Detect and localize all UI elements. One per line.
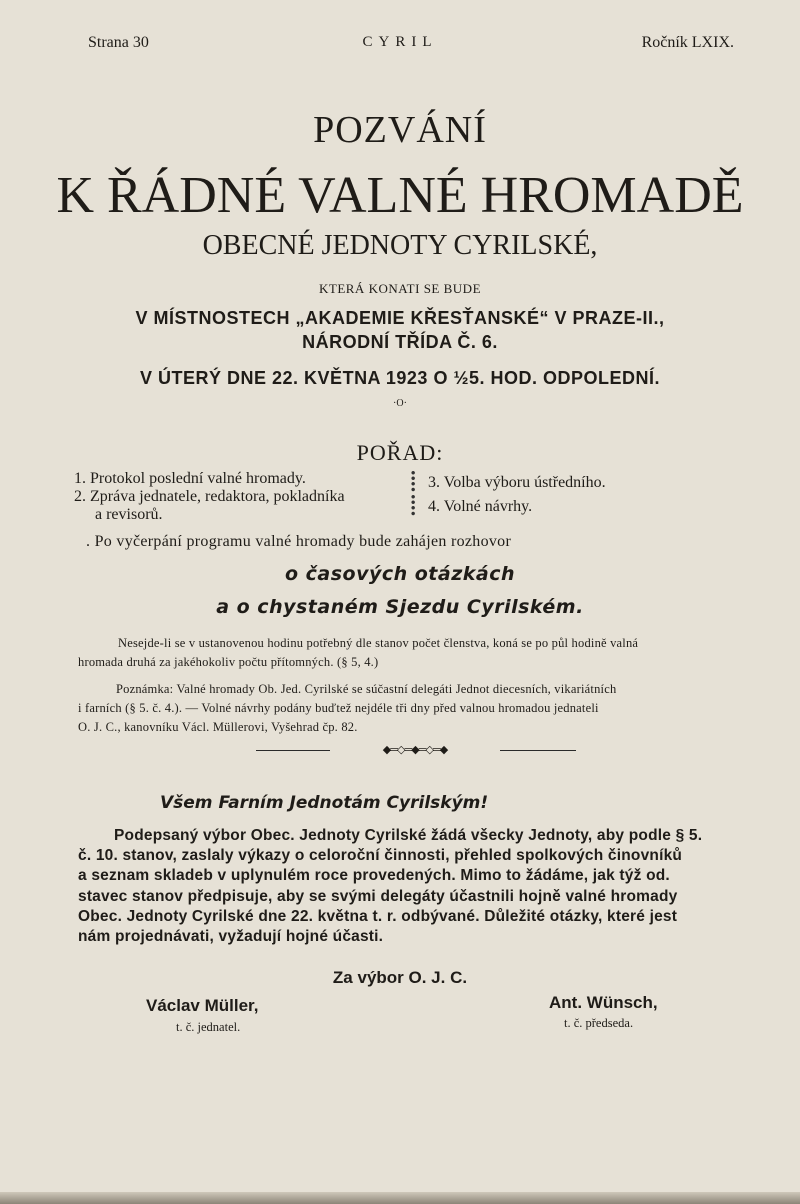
remark-note-line: i farních (§ 5. č. 4.). — Volné návrhy podány buďtež nejdéle tři dny před valnou hromadou jednateli	[78, 701, 599, 715]
signature-heading: Za výbor O. J. C.	[332, 968, 468, 987]
agenda-item-1: 1. Protokol poslední valné hromady.	[74, 470, 306, 487]
quorum-note-line: hromada druhá za jakéhokoliv počtu přítomných. (§ 5, 4.)	[78, 655, 379, 669]
agenda-item-3: 3. Volba výboru ústředního.	[428, 474, 606, 491]
page-edge	[0, 1192, 800, 1204]
meeting-title: K ŘÁDNÉ VALNÉ HROMADĚ	[56, 167, 744, 224]
agenda-item-2-continued: a revisorů.	[95, 506, 163, 523]
appeal-line: č. 10. stanov, zaslaly výkazy o celoroční činnosti, přehled spolkových činovníků	[78, 847, 683, 865]
remark-note-line: Poznámka: Valné hromady Ob. Jed. Cyrilské se súčastní delegáti Jednot diecesních, vikariátních	[116, 682, 617, 696]
ornament: ·O·	[393, 398, 407, 409]
agenda-item-4: 4. Volné návrhy.	[428, 498, 533, 515]
chairman-name: Ant. Wünsch,	[549, 993, 658, 1012]
remark-note	[78, 680, 768, 737]
quorum-note-line: Nesejde-li se v ustanovenou hodinu potřebný dle stanov počet členstva, koná se po půl hodině valná	[118, 636, 639, 650]
discussion-topic-1: o časových otázkách	[284, 563, 516, 585]
meeting-venue: V MÍSTNOSTECH „AKADEMIE KŘESŤANSKÉ“ V PRAZE-II.,	[135, 308, 665, 328]
quorum-note	[78, 634, 758, 672]
discussion-intro: . Po vyčerpání programu valné hromady bude zahájen rozhovor	[86, 533, 512, 550]
appeal-line: Podepsaný výbor Obec. Jednoty Cyrilské žádá všecky Jednoty, aby podle § 5.	[114, 827, 703, 844]
divider-ornament: ◆═◇═◆═◇═◆	[330, 743, 500, 756]
organization-name: OBECNÉ JEDNOTY CYRILSKÉ,	[202, 230, 598, 261]
discussion-topic-2: a o chystaném Sjezdu Cyrilském.	[216, 596, 584, 618]
appeal-line: nám projednávati, vyžadují hojné účasti.	[78, 928, 384, 946]
page-number: Strana 30	[88, 34, 149, 51]
chairman-role: t. č. předseda.	[564, 1016, 634, 1030]
brace-divider: ⁞ ⁞	[409, 465, 418, 522]
agenda-heading: POŘAD:	[356, 440, 444, 465]
meeting-date: V ÚTERÝ DNE 22. KVĚTNA 1923 O ½5. HOD. ODPOLEDNÍ.	[140, 368, 660, 388]
appeal-body	[78, 826, 758, 947]
appeal-heading: Všem Farním Jednotám Cyrilským!	[160, 793, 489, 813]
volume-label: Ročník LXIX.	[641, 34, 734, 51]
meeting-address: NÁRODNÍ TŘÍDA Č. 6.	[302, 332, 498, 352]
secretary-name: Václav Müller,	[146, 996, 259, 1015]
appeal-line: stavec stanov předpisuje, aby se svými delegáty účastnili hojně valné hromady	[78, 887, 678, 905]
appeal-line: a seznam skladeb v uplynulém roce provedených. Mimo to žádáme, jak týž od.	[78, 867, 670, 885]
agenda-right-column	[428, 474, 728, 522]
agenda-item-2: 2. Zpráva jednatele, redaktora, pokladníka	[74, 488, 345, 505]
secretary-role: t. č. jednatel.	[176, 1020, 241, 1034]
meeting-intro: KTERÁ KONATI SE BUDE	[318, 281, 482, 296]
appeal-line: Obec. Jednoty Cyrilské dne 22. května t. r. odbývané. Důležité otázky, které jest	[78, 907, 678, 925]
remark-note-line: O. J. C., kanovníku Václ. Müllerovi, Vyšehrad čp. 82.	[78, 720, 358, 734]
journal-name: CYRIL	[362, 34, 438, 50]
agenda-left-column	[74, 470, 404, 524]
invitation-title: POZVÁNÍ	[313, 109, 487, 151]
